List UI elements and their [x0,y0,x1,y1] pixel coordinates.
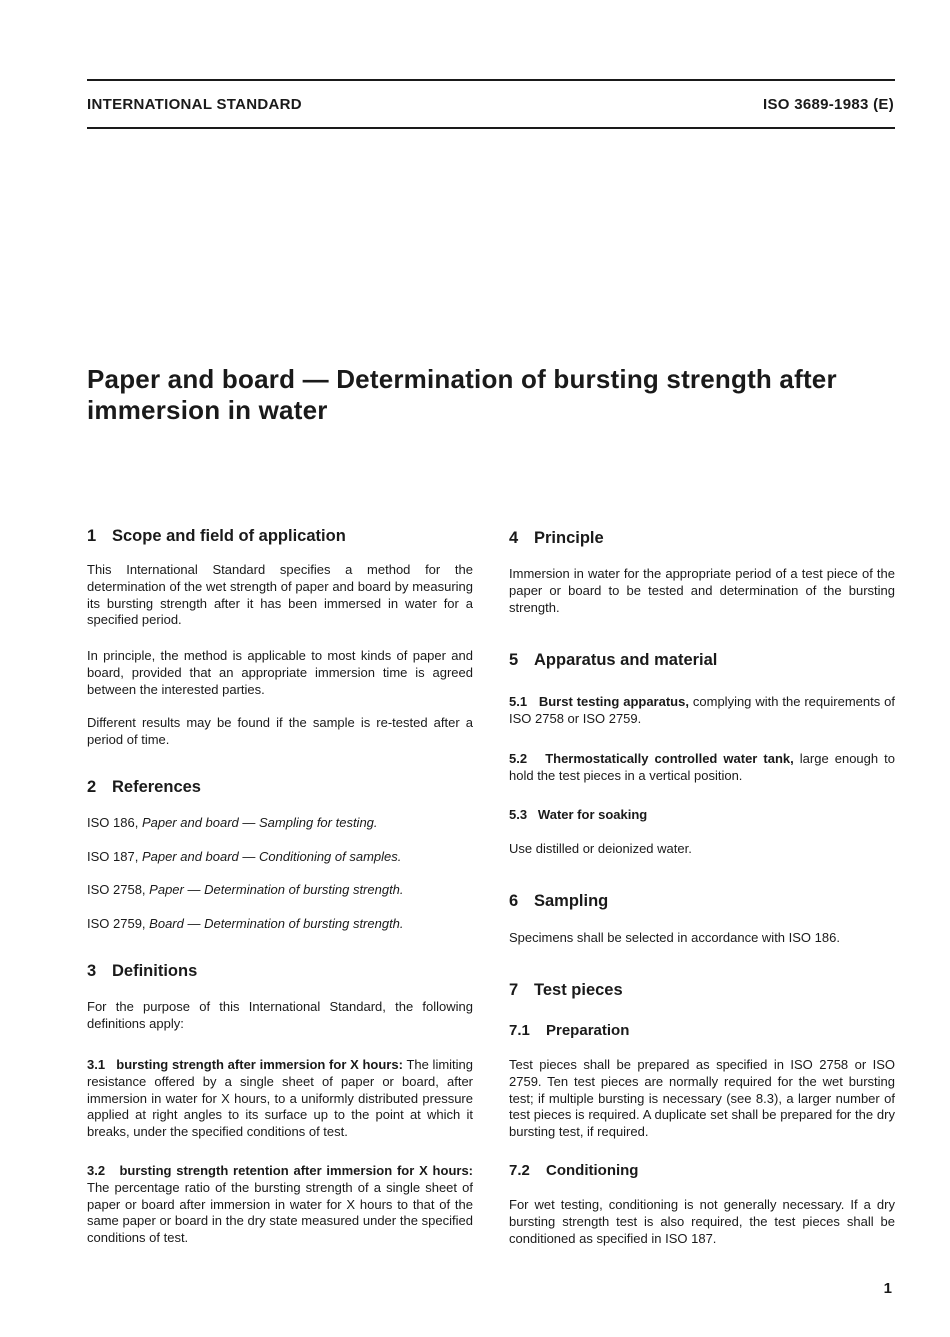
section-7-heading [509,981,623,1000]
header-bottom-rule [87,127,895,129]
definition-text: The limiting resistance offered by a single sheet of paper or board, after immersion in water for X hours, to a uniformly distributed pressure applied at right angles to its surface up to the point at which it breaks, under the specified conditions of test. [87,1057,474,1140]
principle-paragraph: Immersion in water for the appropriate period of a test piece of the paper or board to be tested and determination of the bursting strength. [509,566,895,615]
definition-number: 3.1 [87,1057,106,1072]
page-number: 1 [883,1280,892,1297]
header-top-rule [87,79,895,81]
reference-code: ISO 2759, [87,916,146,931]
definitions-intro: For the purpose of this International Standard, the following definitions apply: [87,999,473,1031]
clause-number: 5.3 [509,807,528,822]
clause-number: 5.2 [509,751,528,766]
subsection-number: 7.2 [509,1162,530,1179]
section-1-heading [87,527,346,546]
apparatus-5-1 [509,694,895,728]
section-number: 2 [87,778,97,796]
subsection-7-1-heading [509,1022,629,1039]
clause-term: Thermostatically controlled water tank, [545,751,794,766]
sampling-paragraph: Specimens shall be selected in accordance with ISO 186. [509,930,840,945]
section-3-heading [87,962,197,981]
scope-paragraph-3: Different results may be found if the sample is re-tested after a period of time. [87,715,473,747]
reference-code: ISO 186, [87,815,139,830]
standard-number: ISO 3689-1983 (E) [762,96,894,113]
apparatus-5-3-text: Use distilled or deionized water. [509,841,692,856]
reference-code: ISO 2758, [87,882,146,897]
section-number: 3 [87,962,97,980]
section-6-heading [509,892,608,911]
section-number: 6 [509,892,519,910]
scope-paragraph-1: This International Standard specifies a method for the determination of the wet strength of paper and board by measuring its bursting strength after it has been immersed in water for a specified period. [87,562,473,628]
reference-title: Board — Determination of bursting strength. [149,916,404,931]
reference-item [87,815,378,830]
reference-item [87,849,401,864]
definition-3-2 [87,1163,473,1247]
section-number: 1 [87,527,97,545]
document-type-label: INTERNATIONAL STANDARD [87,96,302,113]
preparation-paragraph: Test pieces shall be prepared as specified in ISO 2758 or ISO 2759. Ten test pieces are normally required for the wet bursting test; if multiple bursting is necessary (see 8.3), a larger number of test pieces is required. A duplicate set shall be prepared for the dry bursting test, if required. [509,1057,895,1140]
clause-term: Burst testing apparatus, [538,694,689,709]
reference-title: Paper — Determination of bursting strength. [149,882,404,897]
section-2-heading [87,778,201,797]
section-title: References [112,778,201,796]
subsection-7-2-heading [509,1162,638,1179]
reference-code: ISO 187, [87,849,139,864]
definition-term: bursting strength after immersion for X hours: [116,1057,403,1072]
section-title: Scope and field of application [112,527,346,545]
definition-3-1 [87,1057,473,1141]
subsection-title: Conditioning [546,1162,639,1179]
apparatus-5-2 [509,751,895,785]
section-number: 4 [509,529,519,547]
section-title: Test pieces [534,981,623,999]
reference-title: Paper and board — Conditioning of samples. [141,849,402,864]
apparatus-5-3-heading [509,807,895,824]
section-4-heading [509,529,604,548]
definition-number: 3.2 [87,1163,106,1178]
section-number: 5 [509,651,519,669]
reference-item [87,882,404,897]
conditioning-paragraph: For wet testing, conditioning is not generally necessary. If a dry bursting strength test is also required, the test pieces shall be conditioned as specified in ISO 187. [509,1197,895,1246]
reference-item [87,916,404,931]
clause-term: Water for soaking [537,807,648,822]
section-title: Sampling [534,892,609,910]
section-number: 7 [509,981,519,999]
definition-text: The percentage ratio of the bursting strength of a single sheet of paper or board after immersion in water for X hours to that of the same paper or board in the dry state measured under the specified conditions of test. [87,1179,473,1246]
clause-text: large enough to hold the test pieces in a vertical position. [509,751,895,783]
clause-text: complying with the requirements of ISO 2758 or ISO 2759. [509,694,895,726]
section-5-heading [509,651,717,670]
clause-number: 5.1 [509,694,528,709]
reference-title: Paper and board — Sampling for testing. [141,815,378,830]
document-title: Paper and board — Determination of bursting strength after immersion in water [87,364,837,425]
section-title: Definitions [112,962,198,980]
subsection-number: 7.1 [509,1022,530,1039]
subsection-title: Preparation [546,1022,630,1039]
scope-paragraph-2: In principle, the method is applicable to most kinds of paper and board, provided that an appropriate immersion time is agreed between the interested parties. [87,648,473,697]
section-title: Principle [534,529,604,547]
definition-term: bursting strength retention after immersion for X hours: [119,1163,473,1178]
section-title: Apparatus and material [534,651,718,669]
